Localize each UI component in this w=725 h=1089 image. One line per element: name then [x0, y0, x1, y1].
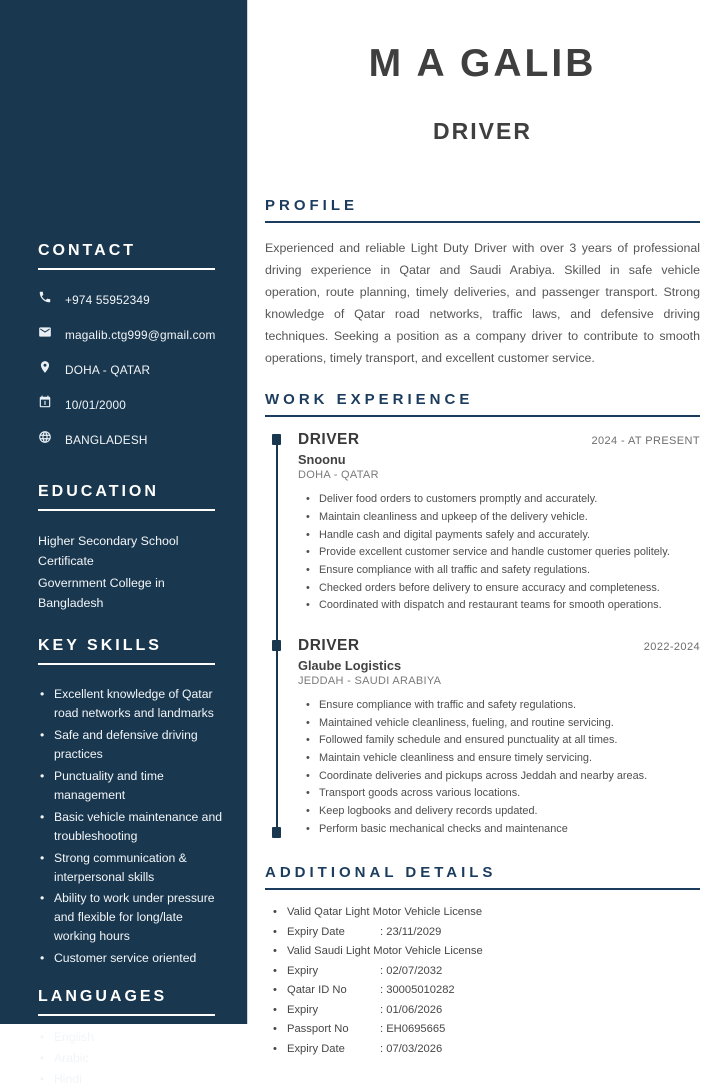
email-address: magalib.ctg999@gmail.com — [65, 327, 216, 342]
skill-item: • Customer service oriented — [38, 949, 227, 968]
skill-item: • Safe and defensive driving practices — [38, 726, 227, 764]
nationality-text: BANGLADESH — [65, 432, 148, 447]
timeline-end-marker — [272, 827, 281, 838]
job-duty: • Coordinate deliveries and pickups across Jeddah and nearby areas. — [304, 768, 700, 786]
phone-icon — [38, 290, 52, 309]
contact-item-nationality — [38, 430, 227, 449]
skill-item: • Excellent knowledge of Qatar road networks and landmarks — [38, 685, 227, 723]
language-item: • Hindi — [38, 1070, 227, 1089]
detail-label: Expiry — [287, 964, 319, 977]
contact-item-email — [38, 325, 227, 344]
job-entry-glaube-logistics — [298, 637, 700, 838]
phone-number: +974 55952349 — [65, 292, 150, 307]
detail-value: : 01/06/2026 — [380, 1003, 443, 1016]
job-duty: • Maintain cleanliness and upkeep of the delivery vehicle. — [304, 509, 700, 527]
detail-label: Valid Saudi Light Motor Vehicle License — [287, 945, 483, 958]
detail-label: Expiry — [287, 1003, 319, 1016]
job-date-range: 2022-2024 — [643, 641, 700, 654]
contact-section — [38, 242, 227, 449]
job-duty: • Followed family schedule and ensured punctuality at all times. — [304, 732, 700, 750]
job-duty: • Checked orders before delivery to ensure accuracy and completeness. — [304, 580, 700, 598]
globe-icon — [38, 430, 52, 449]
job-duty: • Maintained vehicle cleanliness, fueling, and routine servicing. — [304, 715, 700, 733]
languages-section — [38, 988, 227, 1089]
timeline-marker — [272, 640, 281, 651]
detail-value: : EH0695665 — [380, 1023, 446, 1036]
job-location: DOHA - QATAR — [298, 469, 379, 482]
job-duty: • Ensure compliance with traffic and safety regulations. — [304, 697, 700, 715]
job-duty: • Ensure compliance with all traffic and safety regulations. — [304, 562, 700, 580]
languages-heading: LANGUAGES — [38, 988, 227, 1016]
job-duty: • Perform basic mechanical checks and maintenance — [304, 821, 700, 839]
candidate-title: DRIVER — [433, 118, 532, 144]
detail-value: : 07/03/2026 — [380, 1042, 443, 1055]
job-duty: • Deliver food orders to customers promptly and accurately. — [304, 491, 700, 509]
job-duty: • Keep logbooks and delivery records updated. — [304, 803, 700, 821]
job-title: DRIVER — [298, 431, 360, 449]
detail-item — [271, 903, 700, 922]
sidebar — [0, 0, 248, 1086]
education-school: Government College in Bangladesh — [38, 576, 165, 611]
contact-item-location — [38, 360, 227, 379]
work-timeline — [265, 431, 700, 838]
job-company: Glaube Logistics — [298, 658, 402, 674]
detail-label: Expiry Date — [287, 925, 345, 938]
job-duty: • Maintain vehicle cleanliness and ensure timely servicing. — [304, 750, 700, 768]
job-duty: • Handle cash and digital payments safely and accurately. — [304, 527, 700, 545]
detail-label: Expiry Date — [287, 1042, 345, 1055]
profile-summary: Experienced and reliable Light Duty Driver with over 3 years of professional driving experience in Qatar and Saudi Arabiya. Skilled in safe vehicle operation, route planning, timely deliveries, and passenger transport. Strong knowledge of Qatar road networks, traffic laws, and defensive driving techniques. Seeking a position as a company driver to contribute to smooth operations, timely transport, and excellent customer service. — [265, 241, 700, 366]
job-duty: • Transport goods across various locations. — [304, 785, 700, 803]
skill-item: • Ability to work under pressure and flexible for long/late working hours — [38, 889, 227, 946]
email-icon — [38, 325, 52, 344]
job-entry-snoonu — [298, 431, 700, 615]
contact-list — [38, 290, 227, 449]
contact-heading: CONTACT — [38, 242, 227, 270]
additional-details-heading: ADDITIONAL DETAILS — [265, 864, 700, 890]
detail-item — [271, 1040, 700, 1059]
education-heading: EDUCATION — [38, 483, 227, 511]
main-content — [248, 0, 725, 1055]
education-section — [38, 483, 227, 613]
detail-item — [271, 981, 700, 1000]
calendar-icon — [38, 395, 52, 414]
detail-item — [271, 923, 700, 942]
skill-item: • Punctuality and time management — [38, 767, 227, 805]
job-duties-list — [298, 491, 700, 615]
detail-item — [271, 962, 700, 981]
skill-item: • Strong communication & interpersonal skills — [38, 849, 227, 887]
languages-list — [38, 1028, 227, 1089]
location-icon — [38, 360, 52, 379]
detail-item — [271, 1001, 700, 1020]
work-experience-section — [265, 391, 700, 838]
key-skills-section — [38, 637, 227, 968]
detail-label: Valid Qatar Light Motor Vehicle License — [287, 906, 483, 919]
skill-item: • Basic vehicle maintenance and troubleshooting — [38, 808, 227, 846]
detail-item — [271, 1020, 700, 1039]
contact-item-birthdate — [38, 395, 227, 414]
job-header — [298, 431, 700, 449]
job-title: DRIVER — [298, 637, 360, 655]
detail-label: Passport No — [287, 1023, 349, 1036]
education-degree: Higher Secondary School Certificate — [38, 534, 179, 569]
key-skills-heading: KEY SKILLS — [38, 637, 227, 665]
detail-item — [271, 942, 700, 961]
key-skills-list — [38, 685, 227, 968]
job-date-range: 2024 - AT PRESENT — [591, 435, 700, 448]
profile-section — [265, 197, 700, 369]
additional-details-section — [265, 864, 700, 1059]
job-company: Snoonu — [298, 452, 346, 468]
birthdate-text: 10/01/2000 — [65, 397, 127, 412]
job-location: JEDDAH - SAUDI ARABIYA — [298, 675, 442, 688]
job-duty: • Coordinated with dispatch and restaurant teams for smooth operations. — [304, 597, 700, 615]
language-item: • English — [38, 1028, 227, 1047]
contact-item-phone — [38, 290, 227, 309]
location-text: DOHA - QATAR — [65, 362, 151, 377]
detail-value: : 02/07/2032 — [380, 964, 443, 977]
timeline-marker — [272, 434, 281, 445]
detail-value: : 23/11/2029 — [380, 925, 442, 938]
work-experience-heading: WORK EXPERIENCE — [265, 391, 700, 417]
detail-value: : 30005010282 — [380, 984, 455, 997]
detail-label: Qatar ID No — [287, 984, 347, 997]
profile-heading: PROFILE — [265, 197, 700, 223]
candidate-name: M A GALIB — [368, 42, 597, 85]
additional-details-list — [265, 903, 700, 1059]
timeline-line — [276, 441, 278, 833]
education-details — [38, 531, 227, 613]
job-duty: • Provide excellent customer service and handle customer queries politely. — [304, 544, 700, 562]
language-item: • Arabic — [38, 1049, 227, 1068]
job-header — [298, 637, 700, 655]
job-duties-list — [298, 697, 700, 838]
